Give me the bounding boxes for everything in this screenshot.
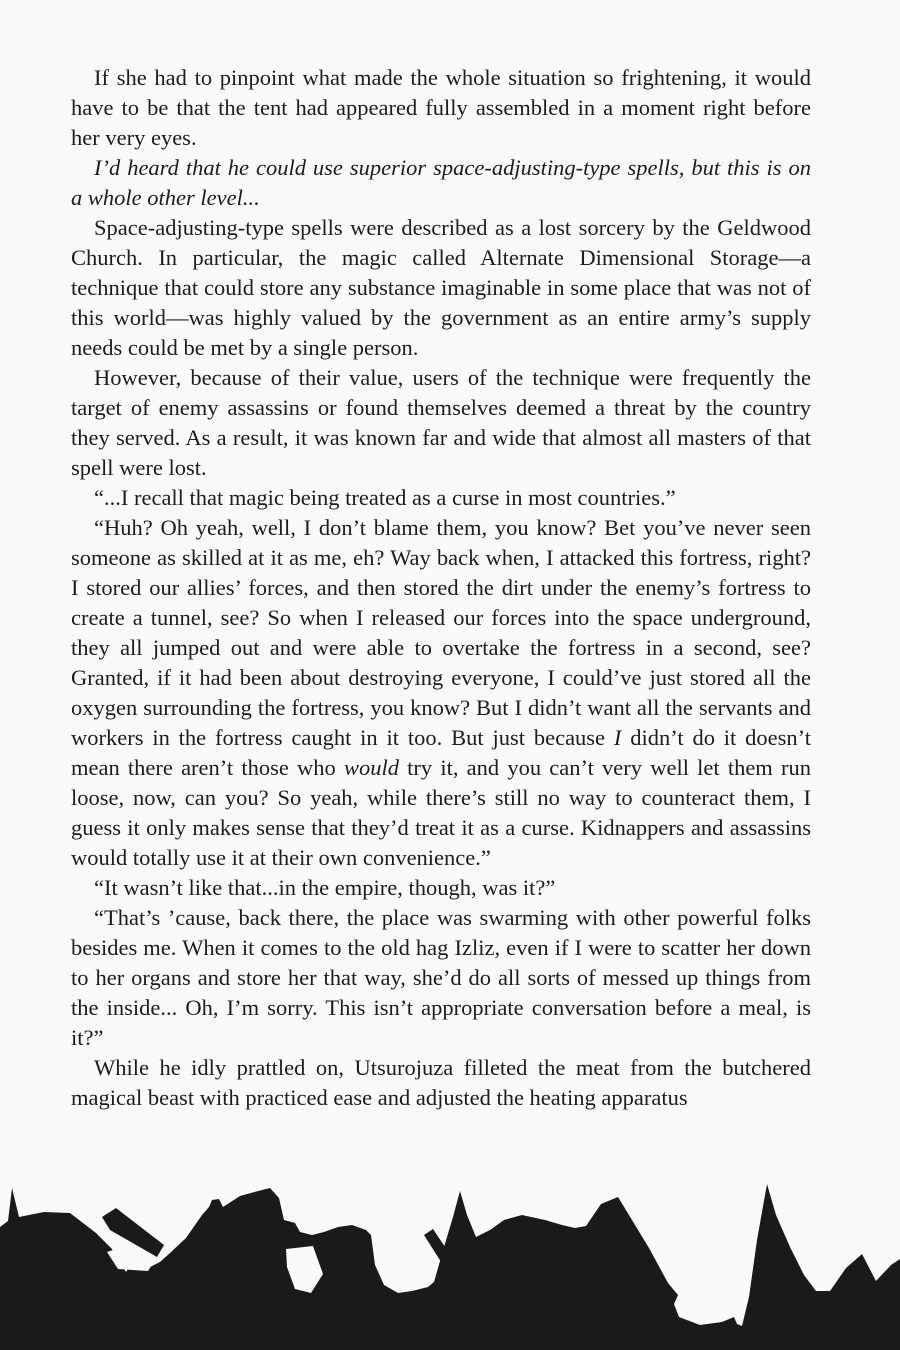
text-run: try it, and you can’t very well let them run loose, now, can you? So yeah, while there’s still no way to counteract them, I guess it only makes sense that they’d treat it as a curse. Kidnappers and assassins would totally use it at their own convenience.” <box>71 755 811 870</box>
text-run: If she had to pinpoint what made the whole situation so frightening, it would have to be that the tent had appeared fully assembled in a moment right before her very eyes. <box>71 65 811 150</box>
text-run: While he idly prattled on, Utsurojuza filleted the meat from the butchered magical beast with practiced ease and adjusted the heating apparatus <box>71 1055 811 1110</box>
paragraph <box>71 903 811 1053</box>
paragraph <box>71 513 811 873</box>
paragraph <box>71 363 811 483</box>
text-run: “That’s ’cause, back there, the place was swarming with other powerful folks besides me. When it comes to the old hag Izliz, even if I were to scatter her down to her organs and store her that way, she’d do all sorts of messed up things from the inside... Oh, I’m sorry. This isn’t appropriate conversation before a meal, is it?” <box>71 905 811 1050</box>
text-run: “It wasn’t like that...in the empire, though, was it?” <box>94 875 556 900</box>
torn-paper-silhouette <box>0 1175 900 1350</box>
paragraph <box>71 153 811 213</box>
text-run: Space-adjusting-type spells were described as a lost sorcery by the Geldwood Church. In particular, the magic called Alternate Dimensional Storage—a technique that could store any substance imaginable in some place that was not of this world—was highly valued by the government as an entire army’s supply needs could be met by a single person. <box>71 215 811 360</box>
paragraph <box>71 483 811 513</box>
text-run: didn’t do it doesn’t mean there aren’t those who <box>71 725 811 780</box>
page-text <box>71 63 811 1113</box>
emphasized-text-run: would <box>343 755 399 780</box>
paragraph <box>71 1053 811 1113</box>
paragraph <box>71 873 811 903</box>
text-run: “Huh? Oh yeah, well, I don’t blame them, you know? Bet you’ve never seen someone as skilled at it as me, eh? Way back when, I attacked this fortress, right? I stored our allies’ forces, and then stored the dirt under the enemy’s fortress to create a tunnel, see? So when I released our forces into the space underground, they all jumped out and were able to overtake the fortress in a second, see? Granted, if it had been about destroying everyone, I could’ve just stored all the oxygen surrounding the fortress, you know? But I didn’t want all the servants and workers in the fortress caught in it too. But just because <box>71 515 811 750</box>
text-run: “...I recall that magic being treated as a curse in most countries.” <box>94 485 676 510</box>
text-run: However, because of their value, users of the technique were frequently the target of enemy assassins or found themselves deemed a threat by the country they served. As a result, it was known far and wide that almost all masters of that spell were lost. <box>71 365 811 480</box>
emphasized-text-run: I <box>613 725 622 750</box>
paragraph <box>71 63 811 153</box>
emphasized-text-run: I’d heard that he could use superior space-adjusting-type spells, but this is on a whole other level... <box>71 155 811 210</box>
paragraph <box>71 213 811 363</box>
